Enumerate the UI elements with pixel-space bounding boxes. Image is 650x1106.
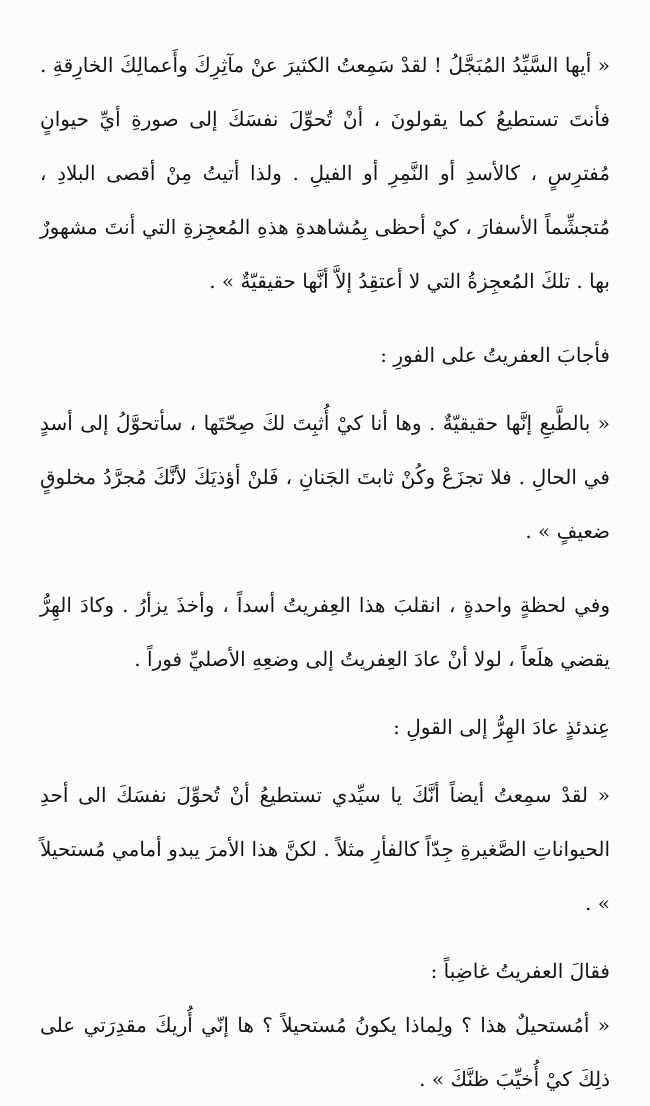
paragraph-spacer [40,558,610,578]
paragraph-spacer [40,308,610,328]
paragraph-lion-transformation: وفي لحظةٍ واحدةٍ ، انقلبَ هذا العِفريتُ أسداً ، وأخذَ يزأرُ . وكادَ الهِرُّ يقضي هلَعاً ، لولا أنْ عادَ العِفريتُ إلى وضعِهِ الأصليِّ فوراً . [40,593,610,671]
paragraph-narration: فقالَ العفريتُ غاضِباً : [430,959,610,983]
paragraph-spacer [40,754,610,768]
paragraph-afreet-angry: « أمُستحيلٌ هذا ؟ ولِماذا يكونُ مُستحيلاً ؟ ها إنّي أُريكَ مقدِرَتي على ذلِكَ كيْ أُخيِّبَ ظنَّكَ » . [40,1013,610,1091]
paragraph-narration: فأجابَ العفريتُ على الفورِ : [380,343,610,367]
paragraph-cat-speech: « أيها السَّيِّدُ المُبَجَّلُ ! لقدْ سَمِعتُ الكثيرَ عنْ مآثِرِكَ وأَعمالِكَ الخارِقةِ . فأنتَ تستطيعُ كما يقولونَ ، أنْ تُحوِّلَ نفسَكَ إلى صورةِ أيِّ حيوانٍ مُفترِسٍ ، كالأسدِ أو النَّمِرِ أو الفيلِ . ولذا أتيتُ مِنْ أقصى البلادِ ، مُتجشِّماً الأسفارَ ، كيْ أحظى بِمُشاهدةِ هذهِ المُعجِزةِ التي أنتَ مشهورٌ بها . تلكَ المُعجِزةُ التي لا أعتقِدُ إلاَّ أنَّها حقيقيّةٌ » . [40,53,610,293]
paragraph-narration: عِندئذٍ عادَ الهِرُّ إلى القولِ : [393,715,610,739]
paragraph-spacer [40,686,610,700]
paragraph-spacer [40,930,610,944]
paragraph-spacer [40,382,610,396]
paragraph-afreet-reply: « بالطَّبعِ إنَّها حقيقيّةٌ . وها أنا كيْ أُثبِتَ لكَ صِحّتَها ، سأتحوَّلُ إلى أسدٍ في الحالِ . فلا تجزَعْ وكُنْ ثابتَ الجَنانِ ، فَلنْ أؤذيَكَ لأنَّكَ مُجرَّدُ مخلوقٍ ضعيفٍ » . [40,411,610,543]
paragraph-cat-challenge: « لقدْ سمِعتُ أيضاً أنَّكَ يا سيِّدي تستطيعُ أنْ تُحوِّلَ نفسَكَ الى أحدِ الحيواناتِ الصَّغيرةِ جِدّاً كالفأرِ مثلاً . لكنَّ هذا الأمرَ يبدو أمامي مُستحيلاً » . [40,783,610,915]
